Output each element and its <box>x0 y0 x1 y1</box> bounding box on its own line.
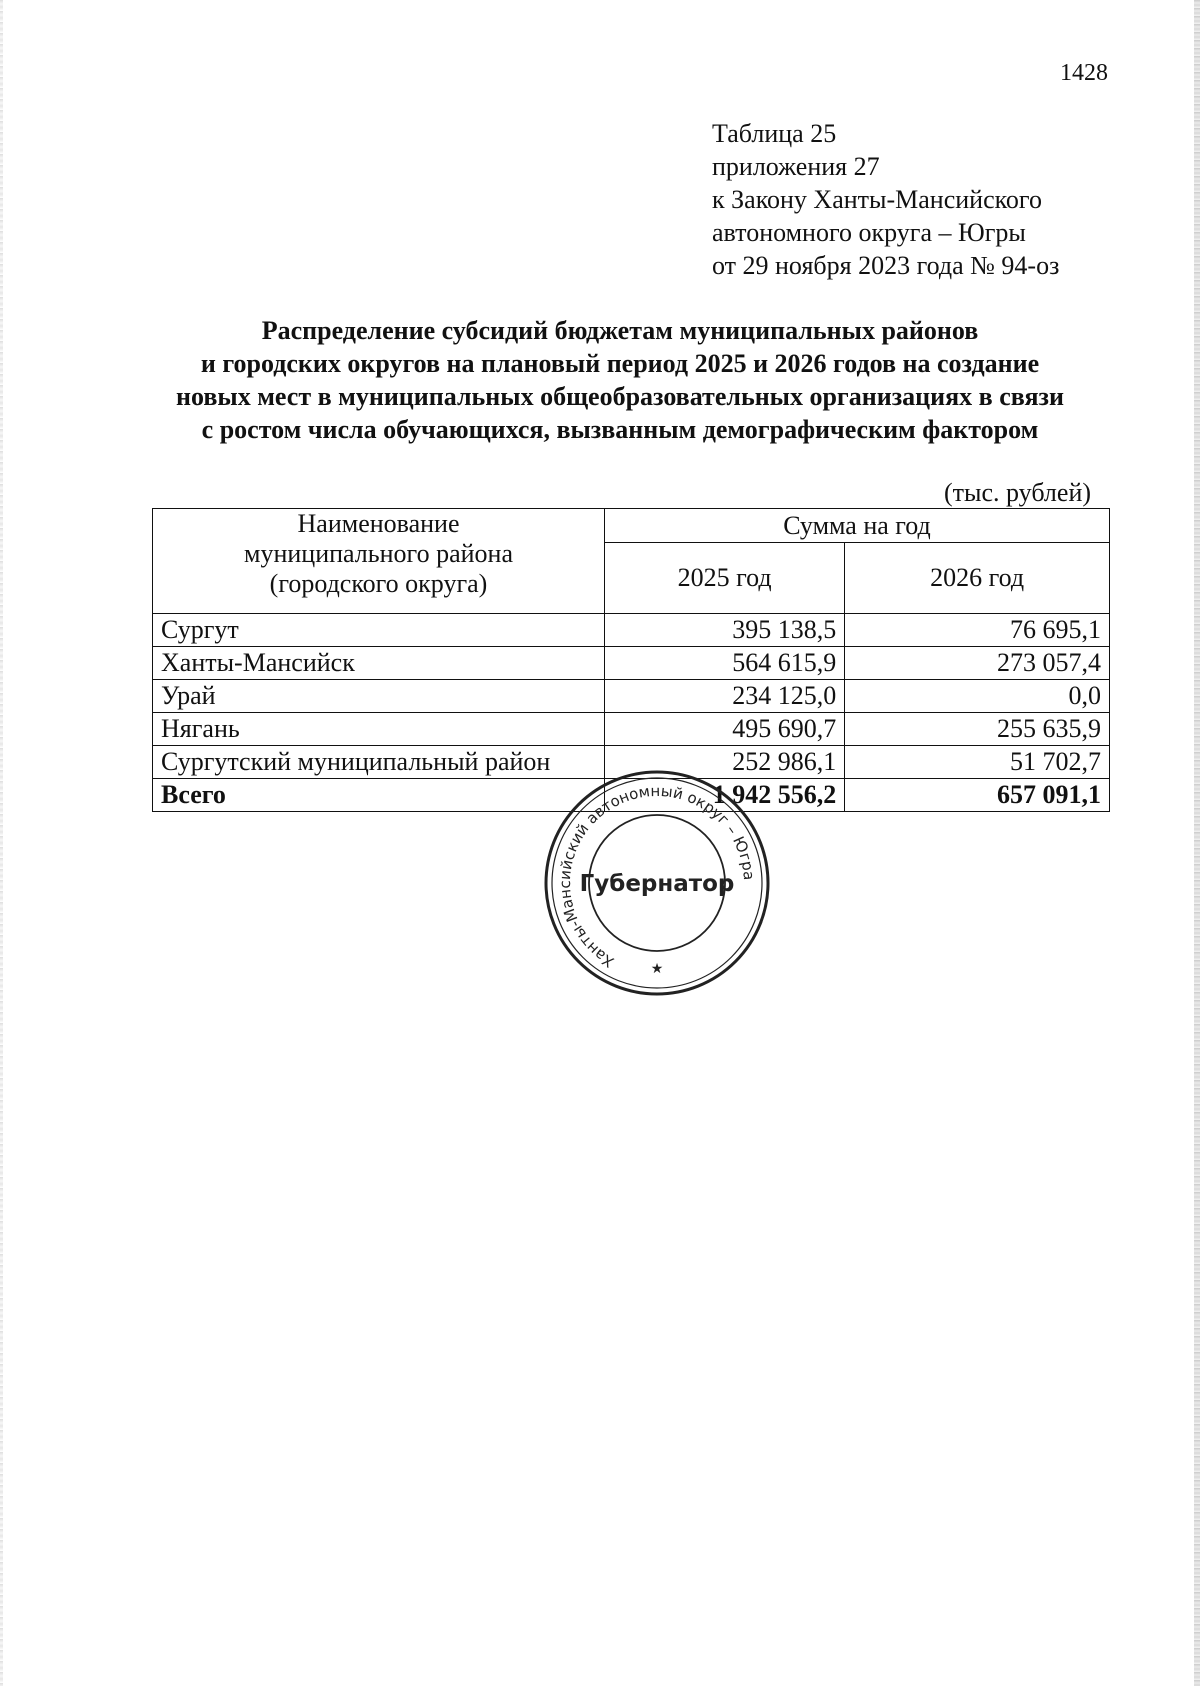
header-name-line-2: муниципального района <box>244 539 513 568</box>
total-label: Всего <box>153 779 605 812</box>
header-sum: Сумма на год <box>605 509 1110 543</box>
page-number: 1428 <box>1060 60 1108 86</box>
subsidies-table <box>152 508 1110 812</box>
row-value-2025: 495 690,7 <box>605 713 845 746</box>
row-name: Ханты-Мансийск <box>153 647 605 680</box>
governor-seal <box>542 768 772 998</box>
header-year-2025: 2025 год <box>605 543 845 614</box>
reference-line-appendix: приложения 27 <box>712 152 880 181</box>
table-row <box>153 680 1110 713</box>
reference-block <box>712 117 1059 282</box>
row-value-2026: 273 057,4 <box>845 647 1110 680</box>
row-value-2026: 51 702,7 <box>845 746 1110 779</box>
row-value-2026: 76 695,1 <box>845 614 1110 647</box>
row-value-2025: 252 986,1 <box>605 746 845 779</box>
title-line-2: и городских округов на плановый период 2025 и 2026 годов на создание <box>200 349 1040 378</box>
header-year-2026: 2026 год <box>845 543 1110 614</box>
total-value-2025: 1 942 556,2 <box>605 779 845 812</box>
scan-edge-right <box>1194 0 1200 1686</box>
scan-edge-left <box>0 0 3 1686</box>
row-value-2025: 234 125,0 <box>605 680 845 713</box>
title-line-1: Распределение субсидий бюджетам муниципальных районов <box>261 316 979 345</box>
row-value-2025: 564 615,9 <box>605 647 845 680</box>
units-label: (тыс. рублей) <box>944 478 1092 507</box>
seal-ring-text: Ханты-Мансийский автономный округ – Югра <box>555 781 759 972</box>
reference-line-date: от 29 ноября 2023 года № 94-оз <box>712 251 1060 280</box>
seal-graphic <box>542 768 772 998</box>
seal-star-icon: ★ <box>650 961 664 977</box>
row-name: Сургутский муниципальный район <box>153 746 605 779</box>
table-row <box>153 647 1110 680</box>
document-title <box>120 314 1120 446</box>
row-name: Урай <box>153 680 605 713</box>
header-name <box>153 509 605 614</box>
total-value-2026: 657 091,1 <box>845 779 1110 812</box>
row-name: Нягань <box>153 713 605 746</box>
table-row <box>153 713 1110 746</box>
seal-center-text: Губернатор <box>579 871 735 897</box>
title-line-3: новых мест в муниципальных общеобразовательных организациях в связи <box>176 382 1064 411</box>
row-value-2026: 255 635,9 <box>845 713 1110 746</box>
header-name-line-3: (городского округа) <box>269 569 488 598</box>
header-name-line-1: Наименование <box>297 509 460 538</box>
row-name: Сургут <box>153 614 605 647</box>
row-value-2025: 395 138,5 <box>605 614 845 647</box>
row-value-2026: 0,0 <box>845 680 1110 713</box>
reference-line-region: автономного округа – Югры <box>712 218 1026 247</box>
reference-line-law: к Закону Ханты-Мансийского <box>712 185 1042 214</box>
reference-line-table: Таблица 25 <box>712 119 837 148</box>
table-row <box>153 614 1110 647</box>
title-line-4: с ростом числа обучающихся, вызванным демографическим фактором <box>201 415 1039 444</box>
